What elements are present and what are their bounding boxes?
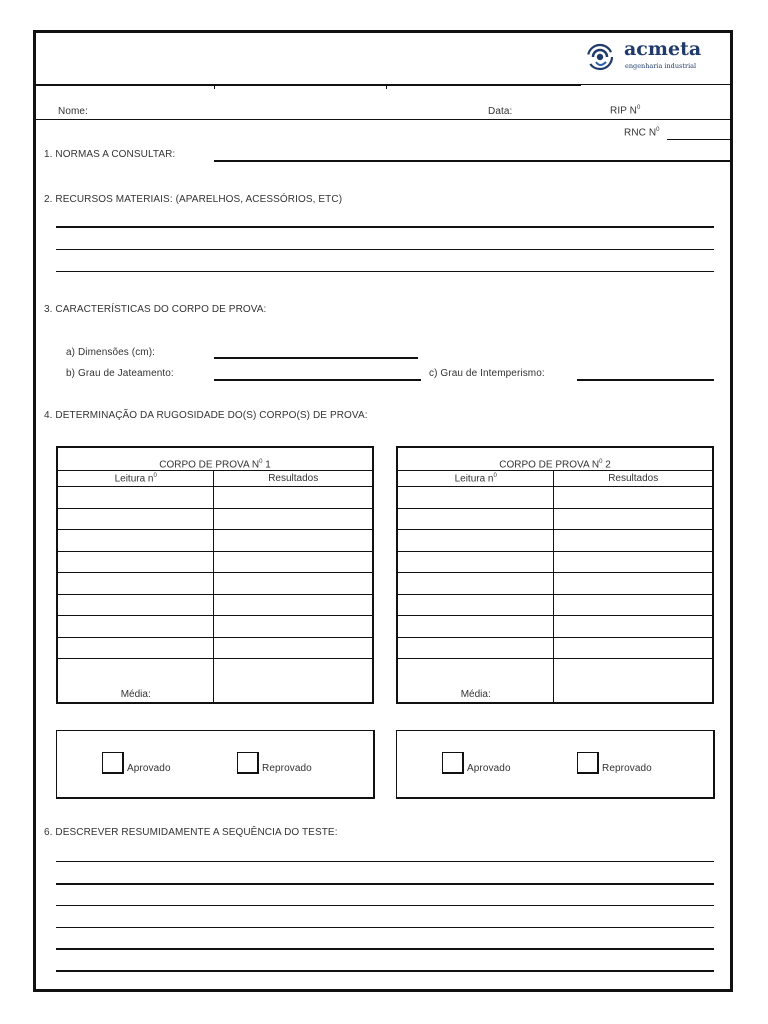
- aprovado-label-1: Aprovado: [127, 763, 171, 774]
- table1-title: CORPO DE PROVA $N^0$ 1: [57, 447, 373, 471]
- table-cell[interactable]: [554, 530, 713, 552]
- table-cell[interactable]: [554, 551, 713, 573]
- logo: [584, 36, 704, 76]
- header-divider-right: [581, 84, 733, 85]
- aprovado-checkbox-2[interactable]: [442, 752, 464, 774]
- table-cell[interactable]: [554, 508, 713, 530]
- status-box-1: [56, 730, 375, 799]
- descricao-line-4[interactable]: [56, 927, 714, 928]
- table-cell[interactable]: [214, 508, 373, 530]
- table-cell[interactable]: [214, 573, 373, 595]
- table2-col-leitura: Leitura $n^0$: [397, 471, 554, 487]
- descricao-line-6[interactable]: [56, 970, 714, 972]
- header-tick-1: [214, 84, 215, 89]
- table1-col-leitura: Leitura $n^0$: [57, 471, 214, 487]
- table-cell[interactable]: [57, 508, 214, 530]
- section4-title: 4. DETERMINAÇÃO DA RUGOSIDADE DO(S) CORPO(S) DE PROVA:: [44, 410, 368, 421]
- logo-name: acmeta: [624, 38, 702, 60]
- rnc-label: RNC $N^0$: [624, 127, 660, 139]
- data-label: Data:: [488, 106, 513, 117]
- rnc-field-line[interactable]: [667, 139, 733, 140]
- table-cell[interactable]: [397, 508, 554, 530]
- table-cell[interactable]: [554, 573, 713, 595]
- header-tick-2: [386, 84, 387, 89]
- acmeta-logo-icon: [584, 40, 618, 74]
- table-cell[interactable]: [397, 616, 554, 638]
- table-cell[interactable]: [214, 594, 373, 616]
- table-cell[interactable]: [554, 616, 713, 638]
- table-cell[interactable]: [397, 530, 554, 552]
- descricao-line-3[interactable]: [56, 905, 714, 906]
- dimensoes-label: a) Dimensões (cm):: [66, 347, 156, 358]
- table1-media-value[interactable]: [214, 659, 373, 704]
- header-divider-top: [33, 84, 581, 86]
- table2-media-value[interactable]: [554, 659, 713, 704]
- table-cell[interactable]: [554, 594, 713, 616]
- section2-title: 2. RECURSOS MATERIAIS: (APARELHOS, ACESSÓRIOS, ETC): [44, 194, 343, 205]
- section6-title: 6. DESCREVER RESUMIDAMENTE A SEQUÊNCIA DO TESTE:: [44, 827, 338, 838]
- intemperismo-field-line[interactable]: [577, 379, 714, 381]
- section1-title: 1. NORMAS A CONSULTAR:: [44, 149, 176, 160]
- recursos-line-3[interactable]: [56, 271, 714, 272]
- jateamento-label: b) Grau de Jateamento:: [66, 368, 174, 379]
- table-cell[interactable]: [57, 573, 214, 595]
- header-divider-2: [33, 119, 733, 120]
- aprovado-label-2: Aprovado: [467, 763, 511, 774]
- logo-subtitle: engenharia industrial: [625, 62, 697, 70]
- table-cell[interactable]: [57, 551, 214, 573]
- table-cell[interactable]: [397, 594, 554, 616]
- table-cell[interactable]: [214, 530, 373, 552]
- table-cell[interactable]: [57, 616, 214, 638]
- nome-label: Nome:: [58, 106, 88, 117]
- table2-col-resultados: Resultados: [554, 471, 713, 487]
- intemperismo-label: c) Grau de Intemperismo:: [429, 368, 545, 379]
- reprovado-checkbox-2[interactable]: [577, 752, 599, 774]
- table-cell[interactable]: [397, 551, 554, 573]
- descricao-line-2[interactable]: [56, 883, 714, 885]
- reprovado-checkbox-1[interactable]: [237, 752, 259, 774]
- table2-title: CORPO DE PROVA $N^0$ 2: [397, 447, 713, 471]
- table-cell[interactable]: [57, 530, 214, 552]
- table2-media-label: Média:: [397, 659, 554, 704]
- descricao-line-1[interactable]: [56, 861, 714, 862]
- reprovado-label-1: Reprovado: [262, 763, 312, 774]
- recursos-line-2[interactable]: [56, 249, 714, 250]
- status-box-2: [396, 730, 715, 799]
- table-cell[interactable]: [57, 487, 214, 509]
- table-cell[interactable]: [214, 637, 373, 659]
- jateamento-field-line[interactable]: [214, 379, 421, 381]
- dimensoes-field-line[interactable]: [214, 357, 418, 359]
- corpo-prova-2-table: [396, 446, 714, 704]
- corpo-prova-1-table: [56, 446, 374, 704]
- table-cell[interactable]: [214, 616, 373, 638]
- rip-label: RIP $N^0$: [610, 105, 641, 117]
- normas-field-line[interactable]: [214, 160, 733, 162]
- table-cell[interactable]: [554, 637, 713, 659]
- table-cell[interactable]: [214, 551, 373, 573]
- table1-media-label: Média:: [57, 659, 214, 704]
- table-cell[interactable]: [397, 573, 554, 595]
- table-cell[interactable]: [397, 487, 554, 509]
- table-cell[interactable]: [214, 487, 373, 509]
- aprovado-checkbox-1[interactable]: [102, 752, 124, 774]
- recursos-line-1[interactable]: [56, 226, 714, 228]
- reprovado-label-2: Reprovado: [602, 763, 652, 774]
- table1-col-resultados: Resultados: [214, 471, 373, 487]
- section3-title: 3. CARACTERÍSTICAS DO CORPO DE PROVA:: [44, 304, 267, 315]
- table-cell[interactable]: [57, 637, 214, 659]
- table-cell[interactable]: [397, 637, 554, 659]
- descricao-line-5[interactable]: [56, 948, 714, 950]
- table-cell[interactable]: [57, 594, 214, 616]
- table-cell[interactable]: [554, 487, 713, 509]
